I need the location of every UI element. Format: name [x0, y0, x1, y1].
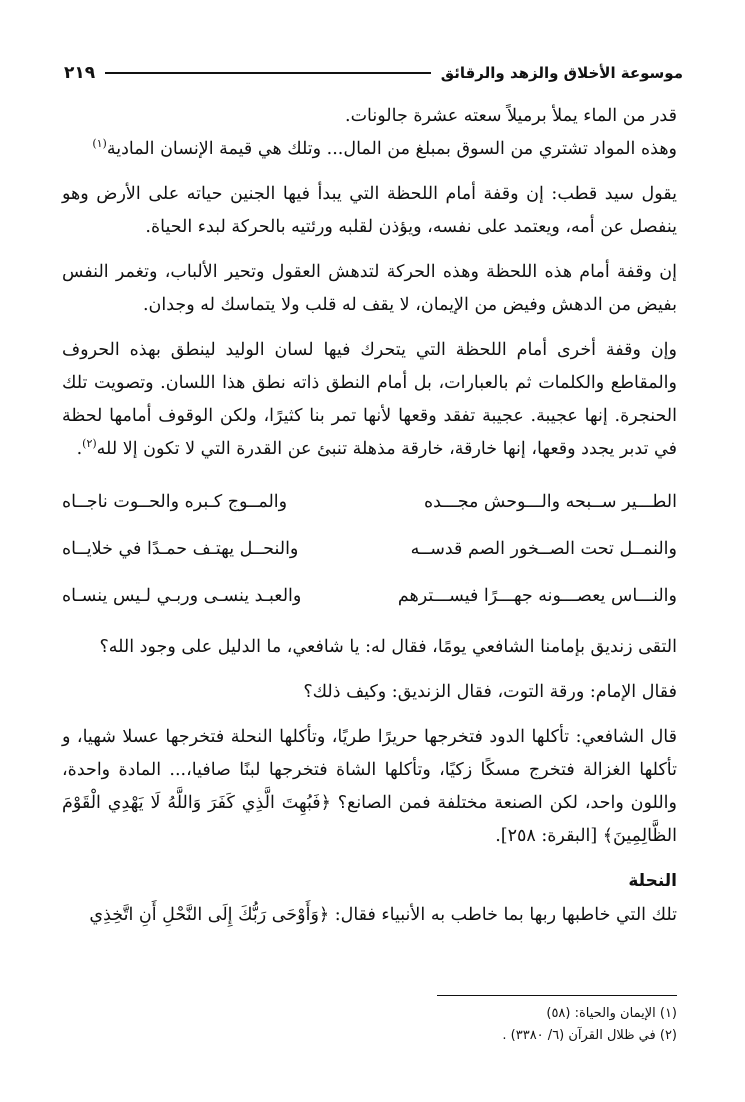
footnotes [300, 1003, 677, 1047]
page-number: ٢١٩ [64, 63, 96, 83]
page-body [62, 100, 677, 932]
poem-verse [62, 478, 677, 525]
paragraph: وإن وقفة أخرى أمام اللحظة التي يتحرك فيها لسان الوليد لينطق بهذه الحروف والمقاطع والكلمات ثم بالعبارات، بل أمام النطق ذاته نطق هذا اللسان. وتصويت تلك الحنجرة. إنها عجيبة. عجيبة تفقد وقعها لأنها تمر بنا كثيرًا، ولكن الوقوف أمامها لحظة في تدبر يجدد وقعها، إنها خارقة، خارقة مذهلة تنبئ عن القدرة التي لا تكون إلا لله$^{(٢)}$. [62, 340, 677, 459]
verse-second-hemistich: والعبـد ينسـى وربـي لـيس ينسـاه [62, 585, 302, 606]
footnote: (٢) في ظلال القرآن (٦/ ٣٣٨٠) . [502, 1028, 677, 1043]
footnote-ref: (٢) [82, 437, 97, 451]
poem [62, 478, 677, 619]
poem-verse [62, 572, 677, 619]
poem-verse [62, 525, 677, 572]
footnote-ref: (١) [92, 137, 107, 151]
verse-first-hemistich: الطـــير ســبحه والـــوحش مجـــده [423, 491, 677, 512]
verse-first-hemistich: والنمــل تحت الصــخور الصم قدســه [410, 538, 677, 559]
paragraph [62, 133, 677, 166]
verse-second-hemistich: والنحــل يهتـف حمـدًا في خلايــاه [62, 538, 299, 559]
paragraph: تلك التي خاطبها ربها بما خاطب به الأنبياء فقال: ﴿وَأَوْحَى رَبُّكَ إِلَى النَّحْلِ أَنِ اتَّخِذِي [89, 905, 677, 925]
paragraph: قدر من الماء يملأ برميلاً سعته عشرة جالونات. [345, 106, 677, 126]
paragraph: فقال الإمام: ورقة التوت، فقال الزنديق: وكيف ذلك؟ [303, 682, 677, 702]
footnote: (١) الإيمان والحياة: (٥٨) [546, 1006, 677, 1021]
paragraph: قال الشافعي: تأكلها الدود فتخرجها حريرًا طريًا، وتأكلها النحلة فتخرجها عسلا شهيا، و تأكلها الغزالة فتخرج مسكًا زكيًا، وتأكلها الشاة فتخرجها لبنًا صافيا،... المادة واحدة، واللون واحد، لكن الصنعة مختلفة فمن الصانع؟ ﴿فَبُهِتَ الَّذِي كَفَرَ وَاللَّهُ لَا يَهْدِي الْقَوْمَ الظَّالِمِينَ﴾ [البقرة: ٢٥٨]. [62, 727, 677, 846]
verse-first-hemistich: والنـــاس يعصـــونه جهـــرًا فيســـترهم [397, 585, 677, 606]
running-header [64, 60, 683, 86]
verse-second-hemistich: والمــوج كـبره والحــوت ناجــاه [62, 491, 288, 512]
header-rule [105, 72, 431, 74]
section-heading: النحلة [628, 871, 677, 891]
book-title: موسوعة الأخلاق والزهد والرقائق [440, 64, 683, 82]
paragraph-text: وهذه المواد تشتري من السوق بمبلغ من المال... وتلك هي قيمة الإنسان المادية [106, 139, 677, 159]
paragraph-text: وإن وقفة أخرى أمام اللحظة التي يتحرك فيها لسان الوليد لينطق بهذه الحروف والمقاطع والكلمات ثم بالعبارات، بل أمام النطق ذاته نطق هذا اللسان. وتصويت تلك الحنجرة. إنها عجيبة. عجيبة تفقد وقعها لأنها تمر بنا كثيرًا، ولكن الوقوف أمامها لحظة في تدبر يجدد وقعها، إنها خارقة، خارقة مذهلة تنبئ عن القدرة التي لا تكون إلا لله [62, 340, 677, 459]
paragraph: التقى زنديق بإمامنا الشافعي يومًا، فقال له: يا شافعي، ما الدليل على وجود الله؟ [99, 637, 677, 657]
paragraph: يقول سيد قطب: إن وقفة أمام اللحظة التي يبدأ فيها الجنين حياته على الأرض وهو ينفصل عن أمه، ويعتمد على نفسه، ويؤذن لقلبه ورئتيه بالحركة لبدء الحياة. [62, 184, 677, 237]
footnote-rule [437, 995, 677, 996]
paragraph: إن وقفة أمام هذه اللحظة وهذه الحركة لتدهش العقول وتحير الألباب، وتغمر النفس بفيض من الدهش وفيض من الإيمان، لا يقف له قلب ولا يتماسك له وجدان. [62, 262, 677, 315]
